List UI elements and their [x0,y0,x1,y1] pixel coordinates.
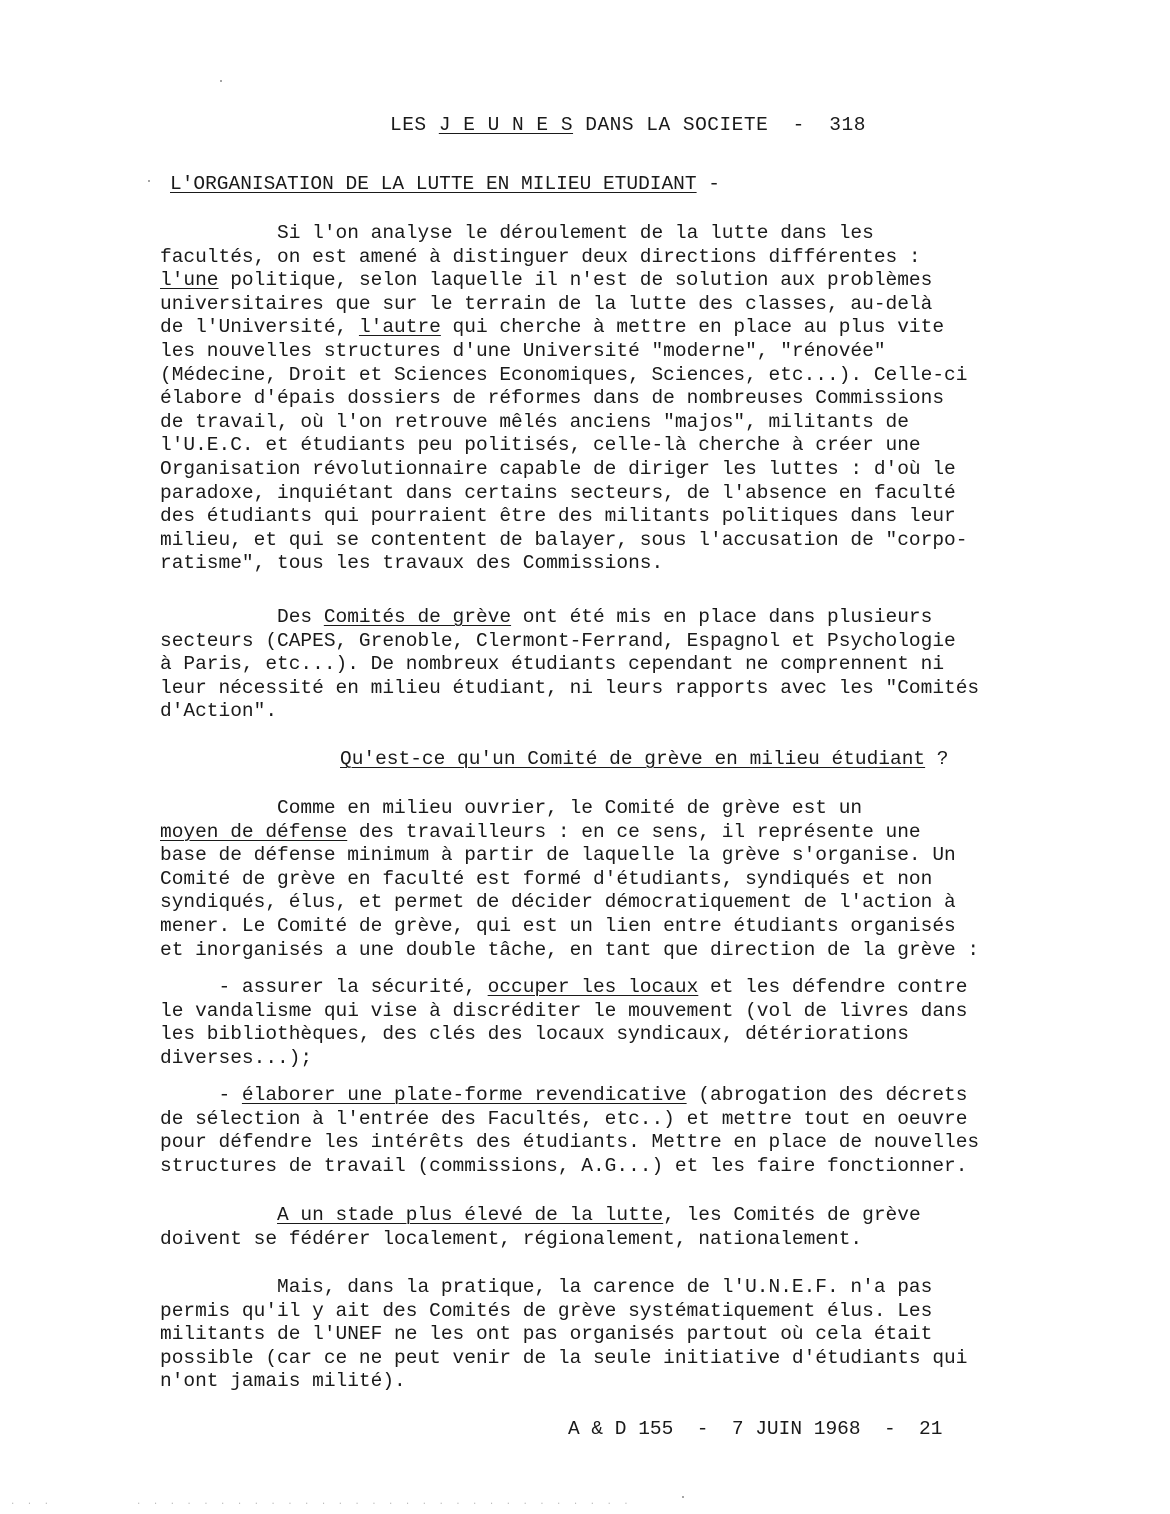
text-line: Comme en milieu ouvrier, le Comité de grève est un [160,797,863,819]
text-line: doivent se fédérer localement, régionalement, nationalement. [160,1227,863,1250]
text-line: pour défendre les intérêts des étudiants. Mettre en place de nouvelles [160,1131,980,1154]
text-line: Organisation révolutionnaire capable de diriger les luttes : d'où le [160,457,956,480]
text-line [160,976,1060,1000]
underlined-text: élaborer une plate-forme revendicative [241,1084,687,1106]
bullet-2 [160,1084,1060,1178]
text-segment: qui cherche à mettre en place au plus vite [440,316,945,339]
text-line: et inorganisés a une double tâche, en tant que direction de la grève : [160,938,980,961]
text-line: facultés, on est amené à distinguer deux directions différentes : [160,245,921,268]
subheading-question-mark: ? [925,748,949,770]
text-line: des étudiants qui pourraient être des militants politiques dans leur [160,505,956,528]
section-title [170,173,720,195]
text-line: syndiqués, élus, et permet de décider démocratiquement de l'action à [160,891,956,914]
text-line [160,1084,1060,1108]
text-line [160,269,1060,293]
page-header [390,114,866,136]
text-line: à Paris, etc...). De nombreux étudiants cependant ne comprennent ni [160,653,945,676]
text-line: de sélection à l'entrée des Facultés, etc..) et mettre tout en oeuvre [160,1107,968,1130]
text-line: leur nécessité en milieu étudiant, ni leurs rapports avec les "Comités [160,676,980,699]
underlined-text: Comités de grève [323,606,512,628]
text-segment: - assurer la sécurité, [160,976,488,998]
text-segment: ont été mis en place dans plusieurs [511,606,933,628]
scan-speck [220,80,222,82]
text-line: permis qu'il y ait des Comités de grève systématiquement élus. Les [160,1299,933,1322]
paragraph-2 [160,606,1060,724]
header-prefix: LES [390,114,439,136]
scan-speck [682,1496,684,1498]
text-line: secteurs (CAPES, Grenoble, Clermont-Ferrand, Espagnol et Psychologie [160,629,956,652]
text-line [160,316,1060,340]
text-line [160,1204,1060,1228]
text-line: de travail, où l'on retrouve mêlés anciens "majos", militants de [160,410,909,433]
text-segment: Des [160,606,324,628]
text-line: milieu, et qui se contentent de balayer, sous l'accusation de "corpo- [160,528,968,551]
text-line: n'ont jamais milité). [160,1370,406,1393]
subheading-text: Qu'est-ce qu'un Comité de grève en milieu étudiant [340,748,926,770]
text-line: paradoxe, inquiétant dans certains secteurs, de l'absence en faculté [160,481,956,504]
text-line: mener. Le Comité de grève, qui est un lien entre étudiants organisés [160,914,956,937]
section-title-dash: - [696,173,720,195]
subheading [340,748,949,770]
text-line: d'Action". [160,700,278,723]
text-line: possible (car ce ne peut venir de la seule initiative d'étudiants qui [160,1346,968,1369]
text-line: (Médecine, Droit et Sciences Economiques, Sciences, etc...). Celle-ci [160,363,968,386]
paragraph-5 [160,1276,1060,1394]
text-segment: de l'Université, [160,316,359,339]
text-line: structures de travail (commissions, A.G...) et les faire fonctionner. [160,1154,968,1177]
text-segment: et les défendre contre [698,976,968,998]
text-line [160,821,1060,845]
underlined-text: A un stade plus élevé de la lutte [277,1204,664,1226]
underlined-text: moyen de défense [160,820,348,843]
text-line: militants de l'UNEF ne les ont pas organisés partout où cela était [160,1323,933,1346]
text-line: Comité de grève en faculté est formé d'étudiants, syndiqués et non [160,867,933,890]
text-line: Mais, dans la pratique, la carence de l'U.N.E.F. n'a pas [160,1276,933,1298]
section-title-text: L'ORGANISATION DE LA LUTTE EN MILIEU ETUDIANT [170,173,697,195]
text-line: l'U.E.C. et étudiants peu politisés, celle-là cherche à créer une [160,434,921,457]
text-segment: politique, selon laquelle il n'est de solution aux problèmes [218,269,933,292]
header-suffix: DANS LA SOCIETE - 318 [573,114,866,136]
text-segment: , les Comités de grève [663,1204,921,1226]
scan-edge-dots: . . . . . . . . . . . . . . . . . . . . . . . . . . . . . . . . . [10,1497,632,1507]
text-segment [160,1204,277,1226]
paragraph-3 [160,797,1060,962]
text-segment: (abrogation des décrets [686,1084,968,1106]
text-line: ratisme", tous les travaux des Commissions. [160,552,664,575]
bullet-1 [160,976,1060,1070]
paragraph-1 [160,222,1060,576]
text-segment: des travailleurs : en ce sens, il représente une [347,820,921,843]
text-line: le vandalisme qui vise à discréditer le mouvement (vol de livres dans [160,999,968,1022]
text-line [160,606,1060,630]
text-line: élabore d'épais dossiers de réformes dans de nombreuses Commissions [160,387,945,410]
text-line: les nouvelles structures d'une Université "moderne", "rénovée" [160,339,886,362]
text-line: Si l'on analyse le déroulement de la lutte dans les [160,222,874,244]
page-footer: A & D 155 - 7 JUIN 1968 - 21 [568,1418,943,1440]
header-jeunes: J E U N E S [438,114,574,136]
paragraph-4 [160,1204,1060,1251]
underlined-text: occuper les locaux [487,976,699,998]
text-segment: - [160,1084,242,1106]
scan-speck [148,180,150,182]
text-line: base de défense minimum à partir de laquelle la grève s'organise. Un [160,844,956,867]
text-line: les bibliothèques, des clés des locaux syndicaux, détériorations [160,1023,909,1046]
text-line: diverses...); [160,1046,313,1069]
underlined-text: l'une [160,269,219,292]
text-line: universitaires que sur le terrain de la lutte des classes, au-delà [160,292,933,315]
underlined-text: l'autre [358,316,441,339]
